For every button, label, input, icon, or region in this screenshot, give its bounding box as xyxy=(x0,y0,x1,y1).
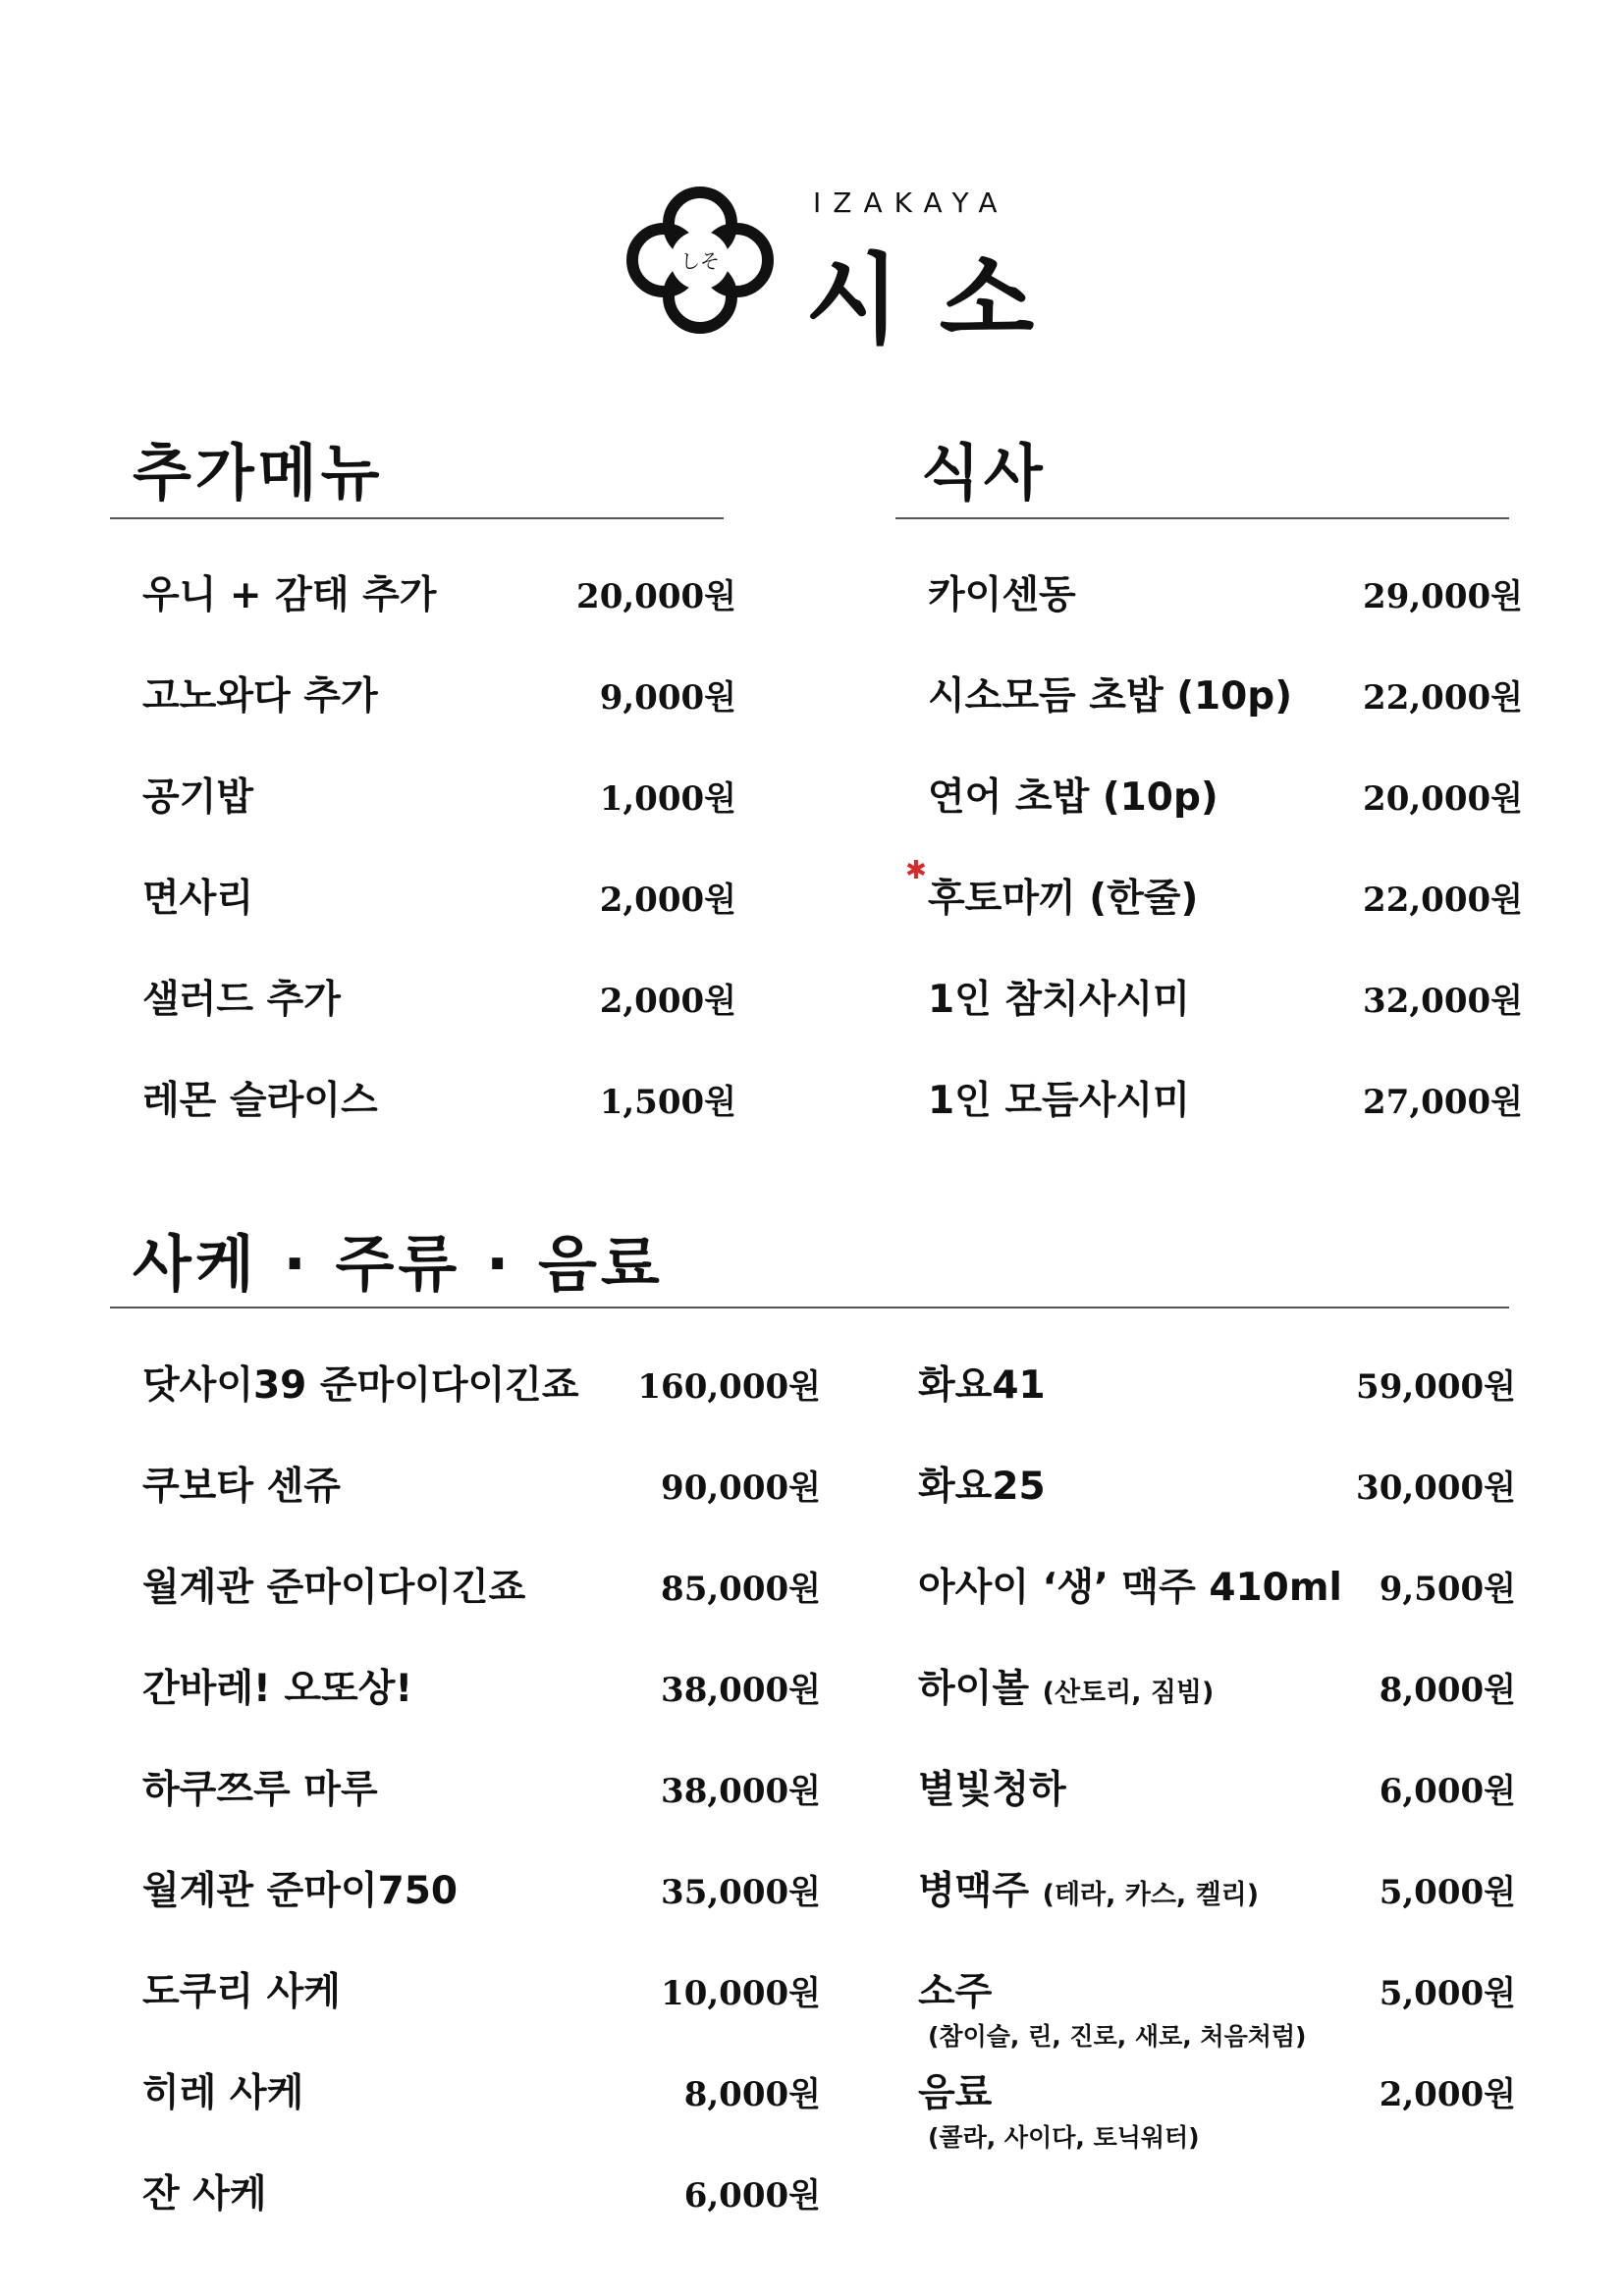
menu-item-price: 20,000원 xyxy=(1363,779,1523,819)
menu-item-name: 카이센동 xyxy=(928,573,1076,617)
menu-item-name: 하쿠쯔루 마루 xyxy=(142,1768,378,1812)
divider xyxy=(110,1307,1509,1308)
menu-item-name: 히레 사케 xyxy=(142,2071,304,2115)
menu-item-price: 38,000원 xyxy=(661,1671,821,1710)
menu-item-name: 레몬 슬라이스 xyxy=(142,1079,378,1123)
menu-item-name: 면사리 xyxy=(142,877,254,921)
menu-item-name: 시소모듬 초밥 (10p) xyxy=(928,674,1293,719)
menu-item-price: 8,000원 xyxy=(683,2075,821,2114)
brand-subtitle: IZAKAYA xyxy=(813,187,1009,219)
menu-item-name: 공기밥 xyxy=(142,775,254,820)
menu-item-name: 월계관 준마이다이긴죠 xyxy=(142,1566,526,1610)
menu-item-price: 6,000원 xyxy=(683,2176,821,2216)
menu-item-name: 아사이 ‘생’ 맥주 410ml xyxy=(918,1566,1342,1610)
menu-item-subnote: (콜라, 사이다, 토닉워터) xyxy=(928,2123,1200,2152)
logo-flower-icon xyxy=(626,187,774,334)
menu-item-price: 6,000원 xyxy=(1379,1772,1516,1811)
menu-item-price: 5,000원 xyxy=(1379,1873,1516,1912)
menu-item-price: 59,000원 xyxy=(1356,1367,1516,1407)
section-title-drinks: 사케 · 주류 · 음료 xyxy=(133,1228,664,1300)
menu-item-price: 29,000원 xyxy=(1363,577,1523,616)
menu-item-price: 30,000원 xyxy=(1356,1468,1516,1508)
menu-item-name: 1인 참치사시미 xyxy=(928,978,1190,1022)
menu-item-subnote: (참이슬, 린, 진로, 새로, 처음처럼) xyxy=(928,2022,1307,2051)
menu-item-price: 2,000원 xyxy=(1379,2075,1516,2114)
menu-item-name xyxy=(918,1658,1214,1713)
logo-text: しそ xyxy=(680,249,720,273)
menu-item-price: 160,000원 xyxy=(637,1367,821,1407)
menu-item-note: (산토리, 짐빔) xyxy=(1042,1678,1215,1708)
menu-item-name: 닷사이39 준마이다이긴죠 xyxy=(142,1363,579,1408)
menu-item-name: 별빛청하 xyxy=(918,1768,1066,1812)
menu-item-price: 35,000원 xyxy=(661,1873,821,1912)
section-title-extra: 추가메뉴 xyxy=(133,437,384,508)
menu-item-price: 38,000원 xyxy=(661,1772,821,1811)
menu-item-price: 8,000원 xyxy=(1379,1671,1516,1710)
menu-item-name: 잔 사케 xyxy=(142,2172,267,2216)
star-icon: ✱ xyxy=(905,856,927,885)
menu-item-price: 85,000원 xyxy=(661,1570,821,1609)
menu-item-name: 연어 초밥 (10p) xyxy=(928,775,1218,820)
menu-item-name: 월계관 준마이750 xyxy=(142,1869,459,1913)
brand-name: 시소 xyxy=(805,242,1074,357)
menu-item-name: 샐러드 추가 xyxy=(142,978,341,1022)
menu-item-name: 1인 모듬사시미 xyxy=(928,1079,1190,1123)
divider xyxy=(110,517,724,519)
menu-item-price: 22,000원 xyxy=(1363,881,1523,920)
menu-item-name: 화요41 xyxy=(918,1363,1046,1408)
menu-item-name: 소주 xyxy=(918,1970,993,2014)
menu-item-price: 5,000원 xyxy=(1379,1974,1516,2013)
menu-item-price: 20,000원 xyxy=(576,577,736,616)
section-title-meal: 식사 xyxy=(921,437,1047,508)
menu-item-name: 음료 xyxy=(918,2071,993,2115)
menu-item-name xyxy=(918,1860,1259,1915)
menu-item-name: 후토마끼 (한줄) xyxy=(928,877,1199,921)
menu-item-price: 90,000원 xyxy=(661,1468,821,1508)
menu-item-name: 도쿠리 사케 xyxy=(142,1970,341,2014)
menu-item-name: 쿠보타 센쥬 xyxy=(142,1465,341,1509)
divider xyxy=(895,517,1509,519)
menu-item-price: 32,000원 xyxy=(1363,982,1523,1021)
menu-item-name: 화요25 xyxy=(918,1465,1046,1509)
menu-item-price: 10,000원 xyxy=(661,1974,821,2013)
menu-item-price: 2,000원 xyxy=(599,982,736,1021)
menu-item-price: 27,000원 xyxy=(1363,1083,1523,1122)
menu-item-note: (테라, 카스, 켈리) xyxy=(1042,1880,1260,1910)
menu-item-label: 하이볼 xyxy=(918,1667,1030,1711)
menu-item-name: 고노와다 추가 xyxy=(142,674,378,719)
menu-item-price: 1,000원 xyxy=(599,779,736,819)
menu-item-price: 22,000원 xyxy=(1363,678,1523,718)
menu-item-price: 9,000원 xyxy=(599,678,736,718)
menu-item-label: 병맥주 xyxy=(918,1869,1030,1913)
menu-item-price: 9,500원 xyxy=(1379,1570,1516,1609)
menu-item-price: 1,500원 xyxy=(599,1083,736,1122)
menu-item-price: 2,000원 xyxy=(599,881,736,920)
menu-item-name: 간바레! 오또상! xyxy=(142,1667,413,1711)
menu-item-name: 우니 + 감태 추가 xyxy=(142,573,437,617)
